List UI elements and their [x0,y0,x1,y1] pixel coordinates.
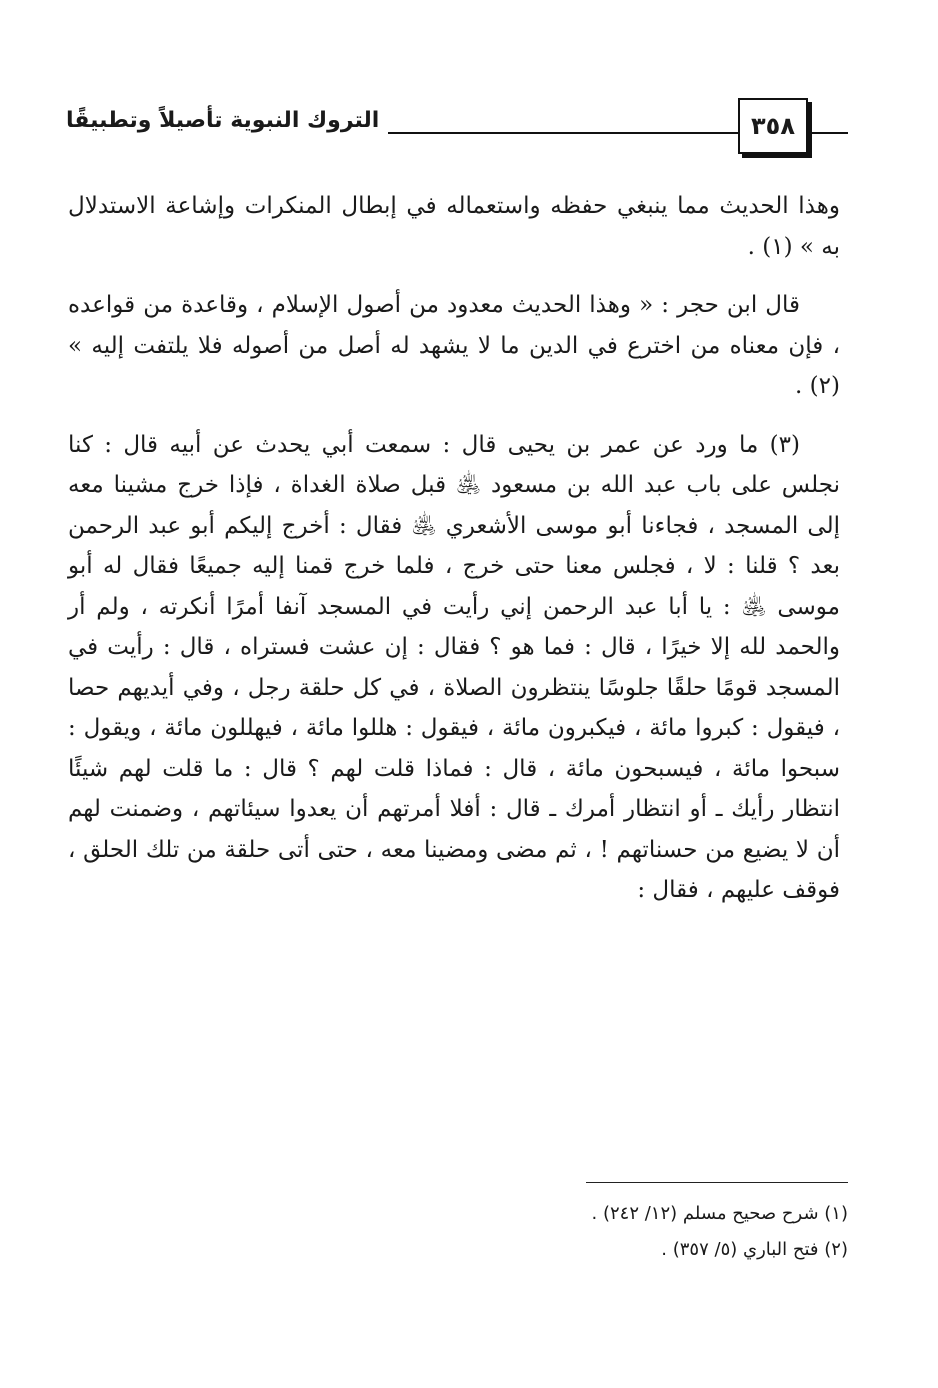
page-header [66,96,842,160]
paragraph: وهذا الحديث مما ينبغي حفظه واستعماله في إبطال المنكرات وإشاعة الاستدلال به » (١) . [68,193,840,260]
footnote: (٢) فتح الباري (٥/ ٣٥٧) . [661,1239,848,1260]
footnote: (١) شرح صحيح مسلم (١٢/ ٢٤٢) . [591,1203,848,1224]
main-text [68,186,840,911]
paragraph: (٣) ما ورد عن عمر بن يحيى قال : سمعت أبي يحدث عن أبيه قال : كنا نجلس على باب عبد الله بن مسعود ﵁ قبل صلاة الغداة ، فإذا خرج مشينا معه إلى المسجد ، فجاءنا أبو موسى الأشعري ﵁ فقال : أخرج إليكم أبو عبد الرحمن بعد ؟ قلنا : لا ، فجلس معنا حتى خرج ، فلما خرج قمنا إليه جميعًا فقال له أبو موسى ﵁ : يا أبا عبد الرحمن إني رأيت في المسجد آنفا أمرًا أنكرته ، ولم أر والحمد لله إلا خيرًا ، قال : فما هو ؟ فقال : إن عشت فستراه ، قال : رأيت في المسجد قومًا حلقًا جلوسًا ينتظرون الصلاة ، في كل حلقة رجل ، وفي أيديهم حصا ، فيقول : كبروا مائة ، فيكبرون مائة ، فيقول : هللوا مائة ، فيهللون مائة ، ويقول : سبحوا مائة ، فيسبحون مائة ، قال : فماذا قلت لهم ؟ قال : ما قلت لهم شيئًا انتظار رأيك ـ أو انتظار أمرك ـ قال : أفلا أمرتهم أن يعدوا سيئاتهم ، وضمنت لهم أن لا يضيع من حسناتهم ! ، ثم مضى ومضينا معه ، حتى أتى حلقة من تلك الحلق ، فوقف عليهم ، فقال : [68,431,841,903]
paragraph: قال ابن حجر : « وهذا الحديث معدود من أصول الإسلام ، وقاعدة من قواعده ، فإن معناه من اخترع في الدين ما لا يشهد له أصل من أصوله فلا يلتفت إليه » (٢) . [68,292,840,399]
page-number: ٣٥٨ [751,112,795,140]
footnotes [248,1196,848,1268]
footnote-separator [586,1182,848,1183]
header-rule-end [812,132,848,134]
page-number-box [738,98,808,154]
running-title: التروك النبوية تأصيلاً وتطبيقًا [66,108,380,133]
